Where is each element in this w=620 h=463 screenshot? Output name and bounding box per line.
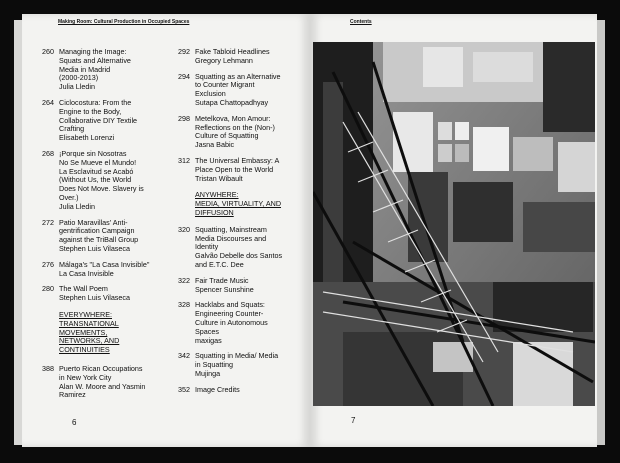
toc-title: Managing the Image: Squats and Alternative Media in Madrid (2000-2013) [59,47,131,83]
toc-title: ¡Porque sin Nosotras No Se Mueve el Mundo! La Esclavitud se Acabó (Without Us, the World Does Not Move. Slavery is Over.) [59,148,144,202]
toc-page-number: 264 [42,97,54,107]
toc-entry [36,219,176,254]
column-b-tail-entries [172,226,312,395]
toc-entry [172,301,312,345]
squat-interior-photo [313,42,595,406]
toc-title: Squatting, Mainstream Media Discourses and Identity [195,224,267,252]
toc-entry [172,277,312,295]
toc-page-number: 320 [178,224,190,234]
toc-author: Galvão Debelle dos Santos and E.T.C. Dee [195,251,283,269]
toc-entry [172,226,312,270]
toc-author: Gregory Lehmann [195,55,253,65]
toc-author: Spencer Sunshine [195,284,254,294]
page-number-left: 6 [72,418,77,427]
toc-title: Patio Maravillas' Anti- gentrification Campaign against the TriBall Group [59,217,139,245]
toc-title: Fair Trade Music [195,275,249,285]
toc-author: Julia Lledin [59,82,95,92]
toc-title: Fake Tabloid Headlines [195,47,270,56]
toc-page-number: 312 [178,155,190,165]
toc-page-number: 268 [42,148,54,158]
toc-title: The Wall Poem [59,284,108,294]
photo-illustration [313,42,595,406]
toc-title: The Universal Embassy: A Place Open to the World [195,155,280,174]
toc-page-number: 328 [178,300,190,310]
column-b-entries [172,48,312,183]
toc-title: Metelkova, Mon Amour: Reflections on the (Non-) Culture of Squatting [195,113,275,141]
toc-title: Squatting in Media/ Media in Squatting [195,351,279,370]
toc-author: Elisabeth Lorenzi [59,133,115,143]
toc-entry [172,157,312,183]
toc-page-number: 292 [178,47,190,56]
toc-page-number: 280 [42,284,54,294]
section-heading-anywhere: ANYWHERE: MEDIA, VIRTUALITY, AND DIFFUSION [195,190,282,217]
toc-entry [172,352,312,378]
toc-author: Stephen Luis Vilaseca [59,293,130,303]
toc-page-number: 342 [178,351,190,361]
column-a-tail-entries [36,365,176,400]
toc-page-number: 298 [178,113,190,123]
toc-author: Alan W. Moore and Yasmin Ramirez [59,381,146,400]
toc-author: Sutapa Chattopadhyay [195,97,269,107]
toc-page-number: 260 [42,47,54,56]
contents-column-b [172,48,312,402]
page-number-right: 7 [351,416,356,425]
toc-entry [172,73,312,108]
toc-author: La Casa Invisible [59,268,114,278]
toc-title: Málaga's "La Casa Invisible" [59,259,150,269]
toc-page-number: 322 [178,275,190,285]
toc-page-number: 294 [178,71,190,81]
right-page [310,14,597,447]
left-page [22,14,310,447]
toc-entry [36,99,176,143]
section-heading-everywhere: EVERYWHERE: TRANSNATIONAL MOVEMENTS, NETWORKS, AND CONTINUITIES [59,309,120,355]
toc-entry [36,365,176,400]
toc-page-number: 272 [42,217,54,227]
toc-entry [36,261,176,279]
toc-title: Image Credits [195,384,240,394]
toc-title: Hacklabs and Squats: Engineering Counter- Culture in Autonomous Spaces [195,300,268,336]
toc-entry [172,48,312,66]
toc-entry [36,48,176,92]
toc-author: Mujinga [195,368,221,378]
toc-page-number: 352 [178,384,190,394]
toc-author: Tristan Wibault [195,173,243,183]
toc-entry [172,115,312,150]
toc-entry [172,386,312,395]
toc-author: Stephen Luis Vilaseca [59,243,130,253]
running-head-left: Making Room: Cultural Production in Occupied Spaces [58,19,190,25]
toc-title: Squatting as an Alternative to Counter Migrant Exclusion [195,71,281,99]
toc-author: Julia Lledin [59,201,95,211]
running-head-right: Contents [350,19,372,25]
contents-column-a [36,48,176,407]
toc-page-number: 388 [42,363,54,373]
toc-title: Ciclocostura: From the Engine to the Body, Collaborative DIY Textile Crafting [59,97,138,134]
toc-page-number: 276 [42,259,54,269]
toc-author: maxigas [195,335,222,345]
toc-entry [36,150,176,212]
toc-title: Puerto Rican Occupations in New York City [59,363,143,382]
toc-entry [36,285,176,303]
column-a-entries [36,48,176,303]
toc-author: Jasna Babic [195,140,235,150]
